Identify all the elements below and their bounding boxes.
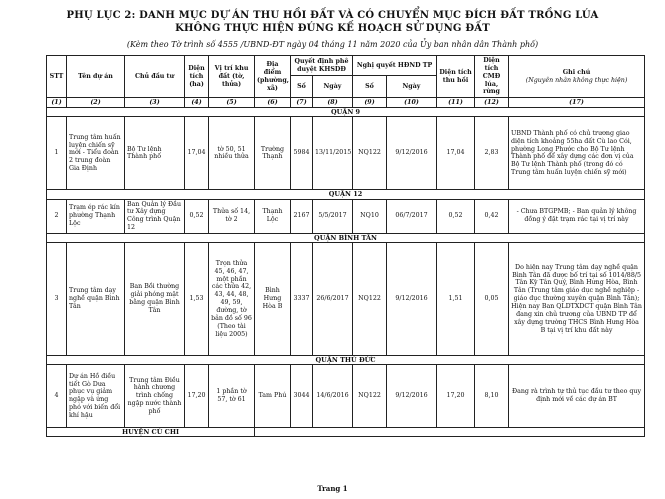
cell-investor: Ban Quản lý Đầu tư Xây dựng Công trình Quận 12 [125, 199, 185, 233]
cell-notes: Do hiện nay Trung tâm dạy nghề quận Bình Tân đã được bố trí tại số 1014/88/5 Tân Kỳ Tân Quý, Bình Hưng Hòa, Bình Tân (Trung tâm giáo dục nghề nghiệp - giáo dục thường xuyên quận Bình Tân); Hiện nay Ban QLDTXDCT quận Bình Tân đang xin chủ trương của UBND TP để xây dựng trường THCS Bình Hưng Hòa B tại vị trí khu đất này [509, 243, 645, 356]
col-stt: STT [47, 56, 67, 98]
cell-stt: 4 [47, 365, 67, 428]
col-location: Vị trí khu đất (tờ, thửa) [209, 56, 255, 98]
cell-converted-area: 0,42 [475, 199, 509, 233]
cell-decision-number: 2167 [291, 199, 313, 233]
index-cell: (17) [509, 98, 645, 108]
cell-decision-number: 3044 [291, 365, 313, 428]
appendix-subtitle: (Kèm theo Tờ trình số 4555 /UBND-ĐT ngày 04 tháng 11 năm 2020 của Ủy ban nhân dân Thành phố) [126, 40, 539, 49]
col-investor: Chủ đầu tư [125, 56, 185, 98]
cell-converted-area: 2,83 [475, 117, 509, 190]
cell-stt: 3 [47, 243, 67, 356]
index-cell: (4) [185, 98, 209, 108]
index-cell: (12) [475, 98, 509, 108]
cell-area: 17,20 [185, 365, 209, 428]
cell-resolution-number: NQ122 [353, 243, 387, 356]
cell-project-name: Dự án Hồ điều tiết Gò Dưa phục vụ giảm ngập và ứng phó với biến đổi khí hậu [67, 365, 125, 428]
col-resolution-number: Số [353, 76, 387, 98]
col-area: Diện tích (ha) [185, 56, 209, 98]
cell-area: 1,53 [185, 243, 209, 356]
cell-resolution-number: NQ122 [353, 117, 387, 190]
cell-recovered-area: 0,52 [437, 199, 475, 233]
col-place: Địa điểm (phường, xã) [255, 56, 291, 98]
project-table [46, 55, 645, 437]
section-row-q9 [47, 108, 645, 117]
col-converted-area: Diện tích CMĐ lúa, rừng [475, 56, 509, 98]
cell-area: 0,52 [185, 199, 209, 233]
cell-decision-date: 26/6/2017 [313, 243, 353, 356]
section-filler [255, 428, 645, 437]
cell-resolution-date: 9/12/2016 [387, 117, 437, 190]
section-row-binhtan [47, 233, 645, 242]
index-cell: (5) [209, 98, 255, 108]
cell-converted-area: 8,10 [475, 365, 509, 428]
cell-location: 1 phần tờ 57, tờ 61 [209, 365, 255, 428]
cell-investor: Trung tâm Điều hành chương trình chống ngập nước thành phố [125, 365, 185, 428]
index-row [47, 98, 645, 108]
cell-notes: Đang rà trình tự thủ tục đầu tư theo quy định mới về các dự án BT [509, 365, 645, 428]
cell-recovered-area: 17,20 [437, 365, 475, 428]
col-notes [509, 56, 645, 98]
section-row-q12 [47, 190, 645, 199]
col-group-resolution: Nghị quyết HĐND TP [353, 56, 437, 76]
col-decision-number: Số [291, 76, 313, 98]
table-row [47, 117, 645, 190]
cell-location: Trọn thửa 45, 46, 47, một phần các thửa 42, 43, 44, 48, 49, 59, đường, tờ bản đồ số 96 (Theo tài liệu 2005) [209, 243, 255, 356]
cell-decision-date: 5/5/2017 [313, 199, 353, 233]
cell-stt: 2 [47, 199, 67, 233]
section-label: QUẬN 12 [47, 190, 645, 199]
cell-project-name: Trạm ép rác kín phường Thạnh Lộc [67, 199, 125, 233]
col-decision-date: Ngày [313, 76, 353, 98]
cell-converted-area: 0,05 [475, 243, 509, 356]
cell-resolution-date: 9/12/2016 [387, 365, 437, 428]
section-row-cuchi [47, 428, 645, 437]
index-cell: (9) [353, 98, 387, 108]
cell-place: Thạnh Lộc [255, 199, 291, 233]
cell-resolution-date: 9/12/2016 [387, 243, 437, 356]
page-number: Trang 1 [317, 484, 348, 493]
cell-decision-date: 14/6/2016 [313, 365, 353, 428]
cell-resolution-number: NQ10 [353, 199, 387, 233]
index-cell: (10) [387, 98, 437, 108]
index-cell: (11) [437, 98, 475, 108]
cell-location: tờ 50, 51 nhiều thửa [209, 117, 255, 190]
section-label: HUYỆN CỦ CHI [47, 428, 255, 437]
cell-notes: UBND Thành phố có chủ trương giao diện tích khoảng 55ha đất Cù lao Cói, phường Long Phước cho Bộ Tư lệnh Thành phố để xây dựng các đơn vị của Bộ Tư lệnh Thành phố (trong đó có Trung tâm huấn luyện chiến sỹ mới) [509, 117, 645, 190]
index-cell: (6) [255, 98, 291, 108]
cell-decision-number: 5984 [291, 117, 313, 190]
cell-investor: Bộ Tư lệnh Thành phố [125, 117, 185, 190]
col-resolution-date: Ngày [387, 76, 437, 98]
col-recovered-area: Diện tích thu hồi [437, 56, 475, 98]
header-row-1 [47, 56, 645, 76]
cell-investor: Ban Bồi thường giải phóng mặt bằng quận Bình Tân [125, 243, 185, 356]
cell-decision-date: 13/11/2015 [313, 117, 353, 190]
cell-recovered-area: 17,04 [437, 117, 475, 190]
index-cell: (2) [67, 98, 125, 108]
col-notes-sublabel: (Nguyên nhân không thực hiện) [525, 76, 628, 84]
index-cell: (7) [291, 98, 313, 108]
cell-notes: - Chưa BTGPMB; - Ban quản lý không đồng ý đặt trạm rác tại vị trí này [509, 199, 645, 233]
index-cell: (3) [125, 98, 185, 108]
cell-decision-number: 3337 [291, 243, 313, 356]
cell-project-name: Trung tâm dạy nghề quận Bình Tân [67, 243, 125, 356]
table-row [47, 243, 645, 356]
section-row-thuduc [47, 356, 645, 365]
cell-place: Tam Phú [255, 365, 291, 428]
cell-location: Thửa số 14, tờ 2 [209, 199, 255, 233]
cell-place: Trường Thạnh [255, 117, 291, 190]
appendix-title-line2: KHÔNG THỰC HIỆN ĐÚNG KẾ HOẠCH SỬ DỤNG ĐẤT [175, 23, 490, 34]
col-project-name: Tên dự án [67, 56, 125, 98]
section-label: QUẬN BÌNH TÂN [47, 233, 645, 242]
table-row [47, 199, 645, 233]
cell-place: Bình Hưng Hòa B [255, 243, 291, 356]
table-row [47, 365, 645, 428]
col-group-decision: Quyết định phê duyệt KHSDĐ [291, 56, 353, 76]
cell-area: 17,04 [185, 117, 209, 190]
cell-stt: 1 [47, 117, 67, 190]
cell-recovered-area: 1,51 [437, 243, 475, 356]
cell-resolution-date: 06/7/2017 [387, 199, 437, 233]
index-cell: (8) [313, 98, 353, 108]
section-label: QUẬN 9 [47, 108, 645, 117]
col-notes-label: Ghi chú [562, 68, 591, 76]
cell-project-name: Trung tâm huấn luyện chiến sỹ mới - Tiểu đoàn 2 trung đoàn Gia Định [67, 117, 125, 190]
section-label: QUẬN THỦ ĐỨC [47, 356, 645, 365]
index-cell: (1) [47, 98, 67, 108]
appendix-title: PHỤ LỤC 2: DANH MỤC DỰ ÁN THU HỒI ĐẤT VÀ CÓ CHUYỂN MỤC ĐÍCH ĐẤT TRỒNG LÚA [66, 10, 599, 21]
cell-resolution-number: NQ122 [353, 365, 387, 428]
